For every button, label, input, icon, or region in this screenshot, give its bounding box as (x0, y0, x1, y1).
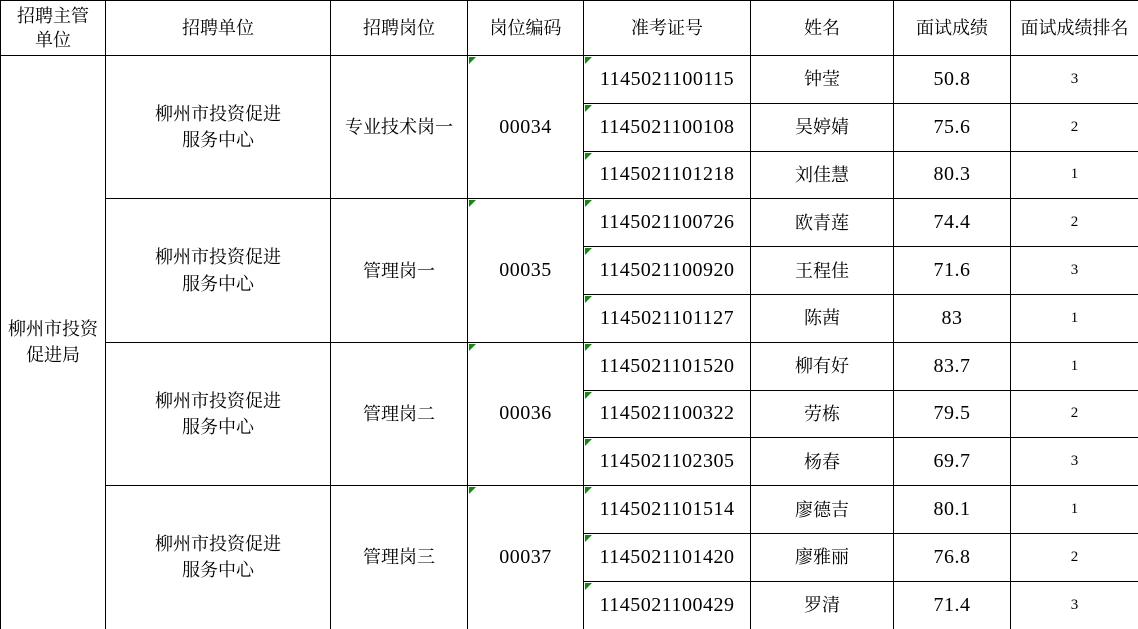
rank-cell (1011, 486, 1138, 534)
score-cell (894, 533, 1011, 581)
table-row (1, 486, 1138, 534)
error-indicator-icon (585, 392, 592, 399)
post-code-cell (468, 486, 584, 629)
post-code-value: 00036 (499, 402, 552, 425)
table-row (1, 342, 1138, 390)
unit-label: 柳州市投资促进服务中心 (155, 247, 281, 294)
rank-value: 2 (1070, 214, 1079, 231)
col-header-post-code-label: 岗位编码 (489, 17, 562, 38)
table-row (1, 199, 1138, 247)
error-indicator-icon (585, 487, 592, 494)
col-header-supervisor (1, 1, 106, 56)
rank-cell (1011, 151, 1138, 199)
supervisor-label: 柳州市投资促进局 (8, 319, 98, 366)
ticket-cell (584, 581, 751, 629)
score-value: 71.6 (933, 259, 971, 282)
ticket-cell (584, 199, 751, 247)
unit-cell (106, 56, 331, 199)
rank-cell (1011, 533, 1138, 581)
ticket-cell (584, 342, 751, 390)
name-cell (751, 581, 894, 629)
score-cell (894, 151, 1011, 199)
error-indicator-icon (585, 200, 592, 207)
rank-value: 3 (1070, 453, 1079, 470)
ticket-cell (584, 151, 751, 199)
rank-cell (1011, 247, 1138, 295)
unit-cell (106, 486, 331, 629)
col-header-rank-label: 面试成绩排名 (1020, 17, 1129, 38)
ticket-cell (584, 533, 751, 581)
name-cell (751, 247, 894, 295)
name-value: 陈茜 (804, 308, 840, 329)
ticket-cell (584, 390, 751, 438)
rank-value: 3 (1070, 596, 1079, 613)
rank-cell (1011, 199, 1138, 247)
ticket-value: 1145021100429 (599, 593, 735, 616)
name-value: 廖雅丽 (795, 547, 849, 568)
score-value: 74.4 (933, 211, 971, 234)
rank-cell (1011, 438, 1138, 486)
name-cell (751, 533, 894, 581)
col-header-post-code (468, 1, 584, 56)
rank-value: 2 (1070, 405, 1079, 422)
score-value: 76.8 (933, 545, 971, 568)
score-cell (894, 199, 1011, 247)
error-indicator-icon (585, 583, 592, 590)
ticket-value: 1145021101514 (599, 498, 735, 521)
error-indicator-icon (469, 57, 476, 64)
rank-cell (1011, 103, 1138, 151)
col-header-score (894, 1, 1011, 56)
error-indicator-icon (585, 105, 592, 112)
col-header-unit-label: 招聘单位 (182, 17, 254, 38)
ticket-value: 1145021101127 (599, 306, 735, 329)
post-label: 管理岗一 (363, 260, 435, 281)
score-value: 80.3 (933, 163, 971, 186)
unit-label: 柳州市投资促进服务中心 (155, 534, 281, 581)
name-value: 杨春 (804, 451, 840, 472)
score-value: 75.6 (933, 115, 971, 138)
error-indicator-icon (585, 296, 592, 303)
ticket-value: 1145021100920 (599, 259, 735, 282)
name-value: 柳有好 (795, 356, 849, 377)
ticket-cell (584, 486, 751, 534)
unit-label: 柳州市投资促进服务中心 (155, 390, 281, 437)
rank-value: 3 (1070, 262, 1079, 279)
header-row (1, 1, 1138, 56)
name-value: 欧青莲 (795, 212, 849, 233)
post-cell (331, 486, 468, 629)
name-cell (751, 56, 894, 104)
rank-cell (1011, 56, 1138, 104)
post-code-value: 00034 (499, 115, 552, 138)
col-header-post (331, 1, 468, 56)
ticket-value: 1145021100726 (599, 211, 735, 234)
post-code-cell (468, 199, 584, 342)
name-cell (751, 151, 894, 199)
ticket-value: 1145021101420 (599, 545, 735, 568)
post-code-cell (468, 56, 584, 199)
ticket-cell (584, 56, 751, 104)
name-value: 王程佳 (795, 260, 849, 281)
error-indicator-icon (585, 153, 592, 160)
ticket-cell (584, 103, 751, 151)
col-header-post-label: 招聘岗位 (363, 17, 435, 38)
post-code-value: 00035 (499, 259, 552, 282)
score-cell (894, 103, 1011, 151)
error-indicator-icon (585, 535, 592, 542)
error-indicator-icon (469, 200, 476, 207)
score-cell (894, 342, 1011, 390)
score-value: 69.7 (933, 450, 971, 473)
name-cell (751, 486, 894, 534)
rank-cell (1011, 581, 1138, 629)
error-indicator-icon (469, 344, 476, 351)
score-value: 79.5 (933, 402, 971, 425)
unit-cell (106, 342, 331, 485)
name-value: 刘佳慧 (795, 164, 849, 185)
post-label: 专业技术岗一 (345, 117, 453, 138)
error-indicator-icon (585, 344, 592, 351)
col-header-ticket (584, 1, 751, 56)
ticket-value: 1145021101218 (599, 163, 735, 186)
rank-value: 2 (1070, 118, 1079, 135)
rank-cell (1011, 294, 1138, 342)
name-cell (751, 342, 894, 390)
rank-cell (1011, 342, 1138, 390)
name-cell (751, 390, 894, 438)
score-cell (894, 56, 1011, 104)
rank-value: 3 (1070, 70, 1079, 87)
name-value: 罗清 (804, 595, 840, 616)
col-header-rank (1011, 1, 1138, 56)
ticket-value: 1145021100322 (599, 402, 735, 425)
score-cell (894, 581, 1011, 629)
supervisor-cell (1, 56, 106, 629)
rank-value: 1 (1070, 357, 1079, 374)
name-value: 劳栋 (804, 403, 840, 424)
score-value: 50.8 (933, 67, 971, 90)
col-header-score-label: 面试成绩 (916, 17, 988, 38)
col-header-supervisor-label: 招聘主管单位 (17, 5, 89, 50)
error-indicator-icon (585, 57, 592, 64)
name-value: 钟莹 (804, 69, 840, 90)
name-value: 廖德吉 (795, 499, 849, 520)
ticket-cell (584, 438, 751, 486)
score-value: 71.4 (933, 593, 971, 616)
col-header-name-label: 姓名 (804, 17, 840, 38)
post-label: 管理岗三 (363, 547, 435, 568)
post-code-value: 00037 (499, 545, 552, 568)
rank-value: 1 (1070, 309, 1079, 326)
ticket-value: 1145021100108 (599, 115, 735, 138)
name-cell (751, 103, 894, 151)
post-cell (331, 342, 468, 485)
col-header-unit (106, 1, 331, 56)
ticket-value: 1145021101520 (599, 354, 735, 377)
ticket-value: 1145021102305 (599, 450, 735, 473)
name-value: 吴婷婧 (795, 117, 849, 138)
score-cell (894, 390, 1011, 438)
col-header-ticket-label: 准考证号 (631, 17, 703, 38)
error-indicator-icon (585, 439, 592, 446)
ticket-cell (584, 247, 751, 295)
score-value: 83.7 (933, 354, 971, 377)
unit-cell (106, 199, 331, 342)
ticket-cell (584, 294, 751, 342)
name-cell (751, 438, 894, 486)
score-cell (894, 294, 1011, 342)
score-cell (894, 438, 1011, 486)
col-header-name (751, 1, 894, 56)
post-code-cell (468, 342, 584, 485)
error-indicator-icon (585, 248, 592, 255)
unit-label: 柳州市投资促进服务中心 (155, 104, 281, 151)
rank-value: 2 (1070, 548, 1079, 565)
error-indicator-icon (469, 487, 476, 494)
name-cell (751, 199, 894, 247)
rank-value: 1 (1070, 166, 1079, 183)
score-cell (894, 486, 1011, 534)
rank-value: 1 (1070, 501, 1079, 518)
rank-cell (1011, 390, 1138, 438)
ticket-value: 1145021100115 (599, 67, 735, 90)
score-value: 80.1 (933, 498, 971, 521)
score-cell (894, 247, 1011, 295)
score-value: 83 (941, 306, 963, 329)
post-cell (331, 199, 468, 342)
post-cell (331, 56, 468, 199)
name-cell (751, 294, 894, 342)
table-row (1, 56, 1138, 104)
post-label: 管理岗二 (363, 403, 435, 424)
